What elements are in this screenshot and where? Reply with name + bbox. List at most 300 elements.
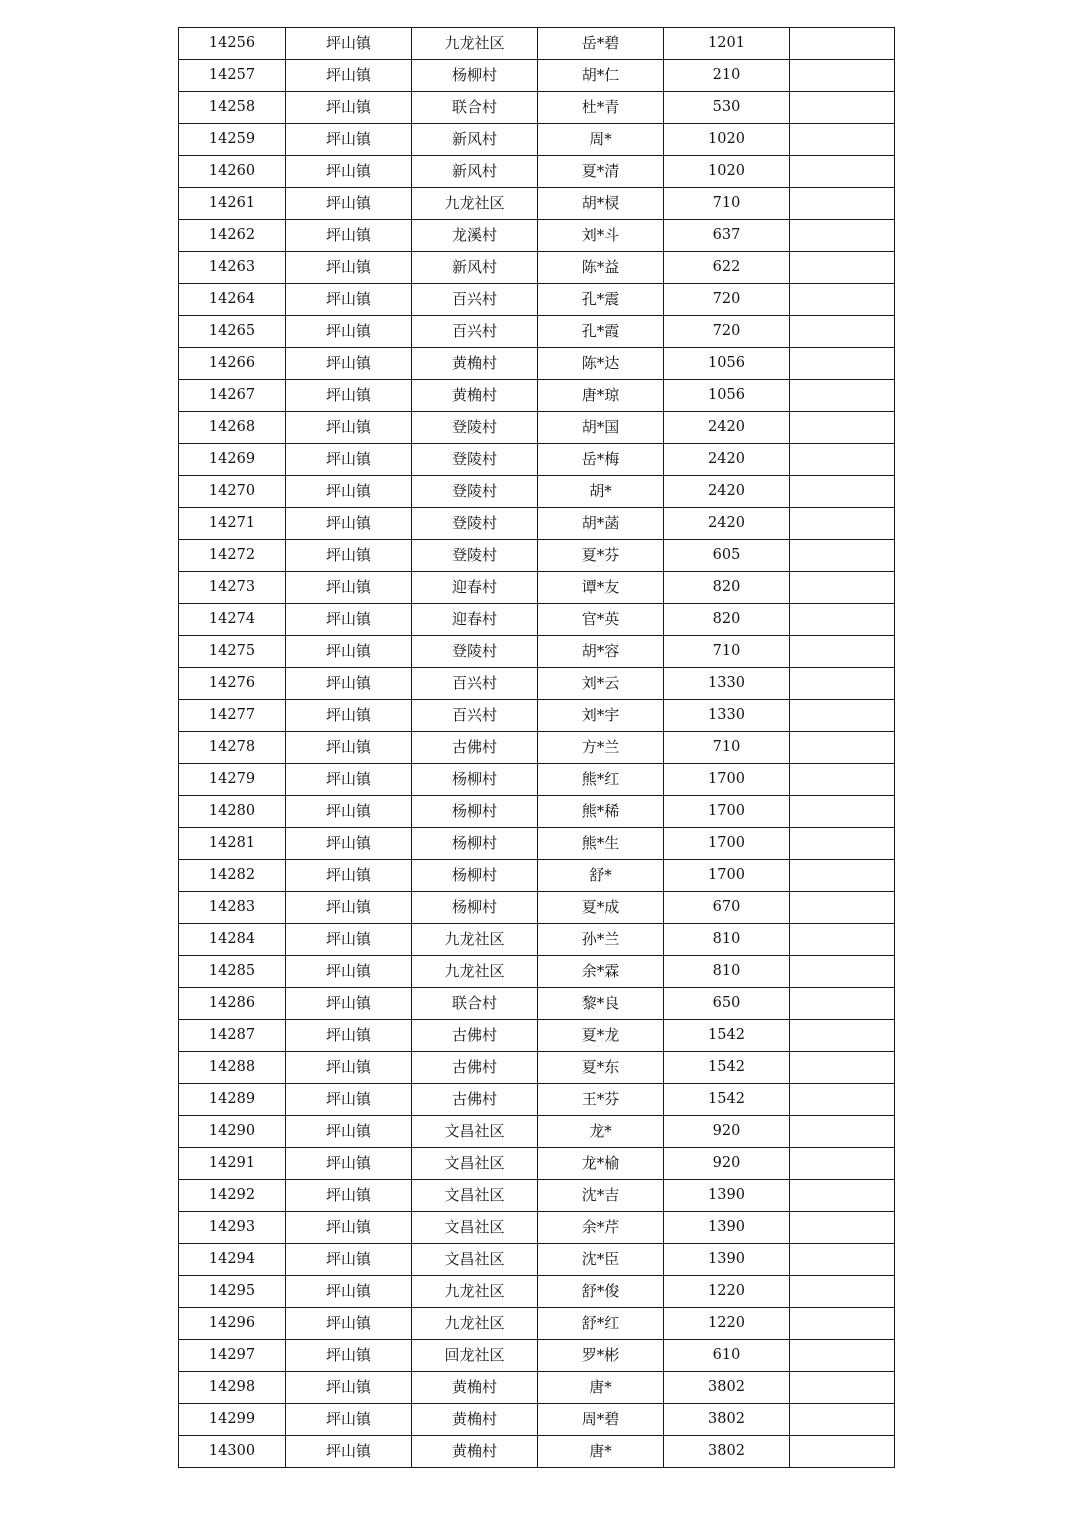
serial-number-cell: 14289 [179, 1084, 286, 1116]
village-cell: 九龙社区 [412, 1276, 538, 1308]
village-cell: 九龙社区 [412, 28, 538, 60]
serial-number-cell: 14297 [179, 1340, 286, 1372]
remark-cell [790, 220, 895, 252]
table-row [179, 444, 895, 476]
serial-number-cell: 14291 [179, 1148, 286, 1180]
town-cell: 坪山镇 [286, 1244, 412, 1276]
town-cell: 坪山镇 [286, 124, 412, 156]
amount-cell: 920 [664, 1116, 790, 1148]
town-cell: 坪山镇 [286, 1148, 412, 1180]
name-cell: 熊*红 [538, 764, 664, 796]
name-cell: 胡*容 [538, 636, 664, 668]
village-cell: 登陵村 [412, 444, 538, 476]
amount-cell: 710 [664, 636, 790, 668]
town-cell: 坪山镇 [286, 92, 412, 124]
remark-cell [790, 476, 895, 508]
remark-cell [790, 1084, 895, 1116]
table-row [179, 668, 895, 700]
remark-cell [790, 1020, 895, 1052]
serial-number-cell: 14268 [179, 412, 286, 444]
name-cell: 陈*益 [538, 252, 664, 284]
village-cell: 登陵村 [412, 508, 538, 540]
table-row [179, 1212, 895, 1244]
remark-cell [790, 1212, 895, 1244]
amount-cell: 1330 [664, 700, 790, 732]
name-cell: 谭*友 [538, 572, 664, 604]
name-cell: 周*碧 [538, 1404, 664, 1436]
village-cell: 黄桷村 [412, 348, 538, 380]
remark-cell [790, 316, 895, 348]
table-row [179, 380, 895, 412]
town-cell: 坪山镇 [286, 508, 412, 540]
remark-cell [790, 924, 895, 956]
town-cell: 坪山镇 [286, 892, 412, 924]
remark-cell [790, 188, 895, 220]
name-cell: 罗*彬 [538, 1340, 664, 1372]
remark-cell [790, 156, 895, 188]
village-cell: 百兴村 [412, 668, 538, 700]
name-cell: 龙* [538, 1116, 664, 1148]
town-cell: 坪山镇 [286, 348, 412, 380]
village-cell: 黄桷村 [412, 380, 538, 412]
table-row [179, 476, 895, 508]
data-table [178, 27, 895, 1468]
town-cell: 坪山镇 [286, 1372, 412, 1404]
remark-cell [790, 252, 895, 284]
town-cell: 坪山镇 [286, 828, 412, 860]
village-cell: 杨柳村 [412, 828, 538, 860]
town-cell: 坪山镇 [286, 1020, 412, 1052]
amount-cell: 1330 [664, 668, 790, 700]
table-row [179, 28, 895, 60]
table-row [179, 1052, 895, 1084]
town-cell: 坪山镇 [286, 668, 412, 700]
table-row [179, 892, 895, 924]
village-cell: 百兴村 [412, 700, 538, 732]
remark-cell [790, 1340, 895, 1372]
amount-cell: 2420 [664, 508, 790, 540]
village-cell: 杨柳村 [412, 796, 538, 828]
town-cell: 坪山镇 [286, 700, 412, 732]
name-cell: 刘*云 [538, 668, 664, 700]
remark-cell [790, 1308, 895, 1340]
remark-cell [790, 508, 895, 540]
town-cell: 坪山镇 [286, 1436, 412, 1468]
remark-cell [790, 1244, 895, 1276]
serial-number-cell: 14280 [179, 796, 286, 828]
town-cell: 坪山镇 [286, 988, 412, 1020]
village-cell: 杨柳村 [412, 60, 538, 92]
town-cell: 坪山镇 [286, 444, 412, 476]
remark-cell [790, 796, 895, 828]
village-cell: 文昌社区 [412, 1148, 538, 1180]
name-cell: 舒*俊 [538, 1276, 664, 1308]
table-row [179, 540, 895, 572]
name-cell: 杜*青 [538, 92, 664, 124]
amount-cell: 1700 [664, 796, 790, 828]
town-cell: 坪山镇 [286, 604, 412, 636]
name-cell: 唐*琼 [538, 380, 664, 412]
name-cell: 岳*碧 [538, 28, 664, 60]
town-cell: 坪山镇 [286, 1404, 412, 1436]
table-row [179, 796, 895, 828]
table-row [179, 348, 895, 380]
table-row [179, 924, 895, 956]
name-cell: 孔*霞 [538, 316, 664, 348]
town-cell: 坪山镇 [286, 252, 412, 284]
serial-number-cell: 14285 [179, 956, 286, 988]
name-cell: 胡*菡 [538, 508, 664, 540]
table-row [179, 1020, 895, 1052]
amount-cell: 605 [664, 540, 790, 572]
serial-number-cell: 14299 [179, 1404, 286, 1436]
name-cell: 岳*梅 [538, 444, 664, 476]
village-cell: 文昌社区 [412, 1180, 538, 1212]
serial-number-cell: 14265 [179, 316, 286, 348]
town-cell: 坪山镇 [286, 1180, 412, 1212]
name-cell: 舒*红 [538, 1308, 664, 1340]
remark-cell [790, 1148, 895, 1180]
town-cell: 坪山镇 [286, 1212, 412, 1244]
village-cell: 联合村 [412, 92, 538, 124]
town-cell: 坪山镇 [286, 924, 412, 956]
name-cell: 周* [538, 124, 664, 156]
remark-cell [790, 1276, 895, 1308]
town-cell: 坪山镇 [286, 956, 412, 988]
name-cell: 龙*榆 [538, 1148, 664, 1180]
table-row [179, 604, 895, 636]
amount-cell: 637 [664, 220, 790, 252]
serial-number-cell: 14260 [179, 156, 286, 188]
town-cell: 坪山镇 [286, 732, 412, 764]
name-cell: 夏*龙 [538, 1020, 664, 1052]
name-cell: 余*芹 [538, 1212, 664, 1244]
amount-cell: 2420 [664, 412, 790, 444]
amount-cell: 610 [664, 1340, 790, 1372]
table-row [179, 188, 895, 220]
serial-number-cell: 14270 [179, 476, 286, 508]
amount-cell: 1390 [664, 1180, 790, 1212]
name-cell: 熊*稀 [538, 796, 664, 828]
name-cell: 孔*震 [538, 284, 664, 316]
remark-cell [790, 988, 895, 1020]
village-cell: 新风村 [412, 156, 538, 188]
amount-cell: 1220 [664, 1276, 790, 1308]
town-cell: 坪山镇 [286, 188, 412, 220]
serial-number-cell: 14261 [179, 188, 286, 220]
name-cell: 孙*兰 [538, 924, 664, 956]
serial-number-cell: 14292 [179, 1180, 286, 1212]
town-cell: 坪山镇 [286, 860, 412, 892]
village-cell: 古佛村 [412, 1020, 538, 1052]
table-row [179, 1340, 895, 1372]
remark-cell [790, 412, 895, 444]
serial-number-cell: 14266 [179, 348, 286, 380]
name-cell: 胡*仁 [538, 60, 664, 92]
table-row [179, 220, 895, 252]
name-cell: 王*芬 [538, 1084, 664, 1116]
amount-cell: 210 [664, 60, 790, 92]
amount-cell: 1700 [664, 828, 790, 860]
table-row [179, 1116, 895, 1148]
serial-number-cell: 14279 [179, 764, 286, 796]
name-cell: 刘*斗 [538, 220, 664, 252]
town-cell: 坪山镇 [286, 412, 412, 444]
village-cell: 登陵村 [412, 412, 538, 444]
remark-cell [790, 28, 895, 60]
village-cell: 文昌社区 [412, 1212, 538, 1244]
serial-number-cell: 14262 [179, 220, 286, 252]
town-cell: 坪山镇 [286, 380, 412, 412]
remark-cell [790, 732, 895, 764]
amount-cell: 3802 [664, 1436, 790, 1468]
serial-number-cell: 14282 [179, 860, 286, 892]
amount-cell: 810 [664, 956, 790, 988]
table-row [179, 1404, 895, 1436]
name-cell: 黎*良 [538, 988, 664, 1020]
amount-cell: 622 [664, 252, 790, 284]
town-cell: 坪山镇 [286, 1276, 412, 1308]
village-cell: 新风村 [412, 252, 538, 284]
remark-cell [790, 1436, 895, 1468]
village-cell: 杨柳村 [412, 892, 538, 924]
serial-number-cell: 14274 [179, 604, 286, 636]
serial-number-cell: 14273 [179, 572, 286, 604]
amount-cell: 710 [664, 732, 790, 764]
table-row [179, 1148, 895, 1180]
town-cell: 坪山镇 [286, 764, 412, 796]
town-cell: 坪山镇 [286, 1084, 412, 1116]
serial-number-cell: 14275 [179, 636, 286, 668]
amount-cell: 650 [664, 988, 790, 1020]
village-cell: 九龙社区 [412, 956, 538, 988]
amount-cell: 810 [664, 924, 790, 956]
serial-number-cell: 14290 [179, 1116, 286, 1148]
town-cell: 坪山镇 [286, 476, 412, 508]
table-row [179, 1436, 895, 1468]
remark-cell [790, 444, 895, 476]
serial-number-cell: 14300 [179, 1436, 286, 1468]
serial-number-cell: 14294 [179, 1244, 286, 1276]
table-row [179, 572, 895, 604]
amount-cell: 530 [664, 92, 790, 124]
name-cell: 陈*达 [538, 348, 664, 380]
remark-cell [790, 700, 895, 732]
amount-cell: 2420 [664, 476, 790, 508]
amount-cell: 1542 [664, 1052, 790, 1084]
table-row [179, 252, 895, 284]
serial-number-cell: 14267 [179, 380, 286, 412]
remark-cell [790, 60, 895, 92]
remark-cell [790, 540, 895, 572]
amount-cell: 1020 [664, 124, 790, 156]
village-cell: 迎春村 [412, 604, 538, 636]
village-cell: 百兴村 [412, 284, 538, 316]
village-cell: 迎春村 [412, 572, 538, 604]
amount-cell: 1056 [664, 348, 790, 380]
amount-cell: 1020 [664, 156, 790, 188]
amount-cell: 670 [664, 892, 790, 924]
village-cell: 联合村 [412, 988, 538, 1020]
amount-cell: 1700 [664, 764, 790, 796]
name-cell: 唐* [538, 1372, 664, 1404]
serial-number-cell: 14259 [179, 124, 286, 156]
amount-cell: 2420 [664, 444, 790, 476]
serial-number-cell: 14258 [179, 92, 286, 124]
town-cell: 坪山镇 [286, 1308, 412, 1340]
remark-cell [790, 572, 895, 604]
serial-number-cell: 14269 [179, 444, 286, 476]
remark-cell [790, 92, 895, 124]
village-cell: 龙溪村 [412, 220, 538, 252]
serial-number-cell: 14296 [179, 1308, 286, 1340]
name-cell: 胡*国 [538, 412, 664, 444]
amount-cell: 1220 [664, 1308, 790, 1340]
village-cell: 登陵村 [412, 476, 538, 508]
table-row [179, 764, 895, 796]
serial-number-cell: 14288 [179, 1052, 286, 1084]
town-cell: 坪山镇 [286, 1116, 412, 1148]
name-cell: 熊*生 [538, 828, 664, 860]
serial-number-cell: 14272 [179, 540, 286, 572]
table-row [179, 988, 895, 1020]
table-row [179, 1180, 895, 1212]
serial-number-cell: 14284 [179, 924, 286, 956]
remark-cell [790, 636, 895, 668]
name-cell: 沈*吉 [538, 1180, 664, 1212]
amount-cell: 1700 [664, 860, 790, 892]
table-row [179, 92, 895, 124]
amount-cell: 820 [664, 604, 790, 636]
table-row [179, 1308, 895, 1340]
serial-number-cell: 14256 [179, 28, 286, 60]
amount-cell: 710 [664, 188, 790, 220]
town-cell: 坪山镇 [286, 28, 412, 60]
table-row [179, 700, 895, 732]
village-cell: 登陵村 [412, 636, 538, 668]
amount-cell: 920 [664, 1148, 790, 1180]
amount-cell: 1201 [664, 28, 790, 60]
serial-number-cell: 14263 [179, 252, 286, 284]
town-cell: 坪山镇 [286, 284, 412, 316]
village-cell: 古佛村 [412, 1052, 538, 1084]
table-row [179, 124, 895, 156]
remark-cell [790, 1180, 895, 1212]
serial-number-cell: 14271 [179, 508, 286, 540]
name-cell: 沈*臣 [538, 1244, 664, 1276]
village-cell: 杨柳村 [412, 860, 538, 892]
table-row [179, 508, 895, 540]
table-row [179, 284, 895, 316]
village-cell: 古佛村 [412, 732, 538, 764]
remark-cell [790, 284, 895, 316]
village-cell: 九龙社区 [412, 188, 538, 220]
serial-number-cell: 14264 [179, 284, 286, 316]
remark-cell [790, 828, 895, 860]
town-cell: 坪山镇 [286, 636, 412, 668]
serial-number-cell: 14257 [179, 60, 286, 92]
remark-cell [790, 1052, 895, 1084]
amount-cell: 1542 [664, 1020, 790, 1052]
serial-number-cell: 14281 [179, 828, 286, 860]
remark-cell [790, 860, 895, 892]
table-row [179, 860, 895, 892]
village-cell: 回龙社区 [412, 1340, 538, 1372]
table-row [179, 412, 895, 444]
name-cell: 刘*宇 [538, 700, 664, 732]
table-row [179, 1244, 895, 1276]
table-row [179, 316, 895, 348]
amount-cell: 3802 [664, 1404, 790, 1436]
remark-cell [790, 1372, 895, 1404]
village-cell: 黄桷村 [412, 1436, 538, 1468]
table-row [179, 1276, 895, 1308]
amount-cell: 720 [664, 284, 790, 316]
name-cell: 夏*清 [538, 156, 664, 188]
village-cell: 杨柳村 [412, 764, 538, 796]
serial-number-cell: 14293 [179, 1212, 286, 1244]
village-cell: 登陵村 [412, 540, 538, 572]
amount-cell: 720 [664, 316, 790, 348]
town-cell: 坪山镇 [286, 156, 412, 188]
amount-cell: 3802 [664, 1372, 790, 1404]
name-cell: 余*霖 [538, 956, 664, 988]
remark-cell [790, 668, 895, 700]
village-cell: 文昌社区 [412, 1116, 538, 1148]
table-row [179, 1372, 895, 1404]
serial-number-cell: 14295 [179, 1276, 286, 1308]
remark-cell [790, 1116, 895, 1148]
town-cell: 坪山镇 [286, 220, 412, 252]
remark-cell [790, 124, 895, 156]
village-cell: 文昌社区 [412, 1244, 538, 1276]
table-row [179, 1084, 895, 1116]
town-cell: 坪山镇 [286, 60, 412, 92]
town-cell: 坪山镇 [286, 540, 412, 572]
remark-cell [790, 892, 895, 924]
serial-number-cell: 14286 [179, 988, 286, 1020]
town-cell: 坪山镇 [286, 796, 412, 828]
amount-cell: 1390 [664, 1212, 790, 1244]
remark-cell [790, 1404, 895, 1436]
village-cell: 新风村 [412, 124, 538, 156]
table-row [179, 60, 895, 92]
serial-number-cell: 14278 [179, 732, 286, 764]
remark-cell [790, 764, 895, 796]
name-cell: 唐* [538, 1436, 664, 1468]
remark-cell [790, 380, 895, 412]
remark-cell [790, 956, 895, 988]
amount-cell: 1390 [664, 1244, 790, 1276]
name-cell: 胡* [538, 476, 664, 508]
serial-number-cell: 14283 [179, 892, 286, 924]
name-cell: 夏*成 [538, 892, 664, 924]
village-cell: 古佛村 [412, 1084, 538, 1116]
table-body [179, 28, 895, 1468]
table-row [179, 956, 895, 988]
remark-cell [790, 604, 895, 636]
name-cell: 官*英 [538, 604, 664, 636]
remark-cell [790, 348, 895, 380]
name-cell: 舒* [538, 860, 664, 892]
town-cell: 坪山镇 [286, 1340, 412, 1372]
name-cell: 方*兰 [538, 732, 664, 764]
amount-cell: 1542 [664, 1084, 790, 1116]
name-cell: 夏*芬 [538, 540, 664, 572]
serial-number-cell: 14287 [179, 1020, 286, 1052]
amount-cell: 1056 [664, 380, 790, 412]
table-row [179, 636, 895, 668]
